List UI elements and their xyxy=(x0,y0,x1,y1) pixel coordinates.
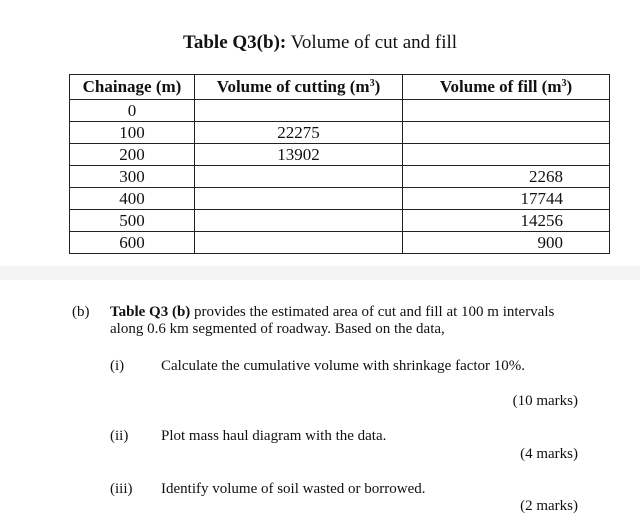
cell-chainage: 600 xyxy=(70,232,195,254)
header-volume-fill xyxy=(403,75,610,100)
cell-fill xyxy=(403,144,610,166)
table-row xyxy=(70,122,610,144)
part-ii-marks: (4 marks) xyxy=(520,446,578,462)
question-panel xyxy=(0,280,640,529)
table-row xyxy=(70,188,610,210)
header-volume-fill-close: ) xyxy=(566,77,573,96)
header-volume-cutting-sup: 3 xyxy=(369,78,375,89)
part-iii-text: Identify volume of soil wasted or borrowed. xyxy=(161,481,426,497)
cell-cut xyxy=(195,232,403,254)
cell-cut xyxy=(195,210,403,232)
table-caption-text: Volume of cut and fill xyxy=(286,32,458,53)
question-line2: along 0.6 km segmented of roadway. Based on the data, xyxy=(110,321,445,337)
part-ii-label: (ii) xyxy=(110,428,129,444)
cell-chainage: 100 xyxy=(70,122,195,144)
header-volume-cutting-text: Volume of cutting (m xyxy=(216,77,370,96)
cell-fill: 17744 xyxy=(403,188,610,210)
part-i-marks: (10 marks) xyxy=(512,393,578,409)
cut-fill-table xyxy=(69,74,610,254)
table-caption-label: Table Q3(b): xyxy=(182,32,287,53)
cell-cut: 13902 xyxy=(195,144,403,166)
cell-fill xyxy=(403,100,610,122)
table-row xyxy=(70,166,610,188)
part-i-text: Calculate the cumulative volume with shrinkage factor 10%. xyxy=(161,358,526,374)
cell-chainage: 400 xyxy=(70,188,195,210)
table-caption xyxy=(0,32,640,54)
cell-fill: 14256 xyxy=(403,210,610,232)
header-volume-fill-text: Volume of fill (m xyxy=(439,77,562,96)
header-chainage: Chainage (m) xyxy=(70,75,195,100)
header-volume-cutting xyxy=(195,75,403,100)
table-header-row xyxy=(70,75,610,100)
cell-cut xyxy=(195,100,403,122)
cell-cut: 22275 xyxy=(195,122,403,144)
part-iii-label: (iii) xyxy=(110,481,133,497)
cell-fill: 2268 xyxy=(403,166,610,188)
part-i-label: (i) xyxy=(110,358,125,374)
table-row xyxy=(70,144,610,166)
table-row xyxy=(70,210,610,232)
cell-cut xyxy=(195,188,403,210)
cell-chainage: 500 xyxy=(70,210,195,232)
question-table-ref: Table Q3 (b) xyxy=(110,304,191,320)
cell-fill: 900 xyxy=(403,232,610,254)
cell-chainage: 200 xyxy=(70,144,195,166)
cell-cut xyxy=(195,166,403,188)
question-line1: provides the estimated area of cut and fill at 100 m intervals xyxy=(190,304,555,320)
part-ii-text: Plot mass haul diagram with the data. xyxy=(161,428,387,444)
cell-chainage: 300 xyxy=(70,166,195,188)
cell-fill xyxy=(403,122,610,144)
header-volume-fill-sup: 3 xyxy=(561,78,567,89)
table-row xyxy=(70,100,610,122)
header-volume-cutting-close: ) xyxy=(374,77,381,96)
question-label: (b) xyxy=(72,304,90,320)
table-row xyxy=(70,232,610,254)
part-iii-marks: (2 marks) xyxy=(520,498,578,514)
cell-chainage: 0 xyxy=(70,100,195,122)
question-intro xyxy=(110,304,590,338)
section-divider xyxy=(0,266,640,280)
